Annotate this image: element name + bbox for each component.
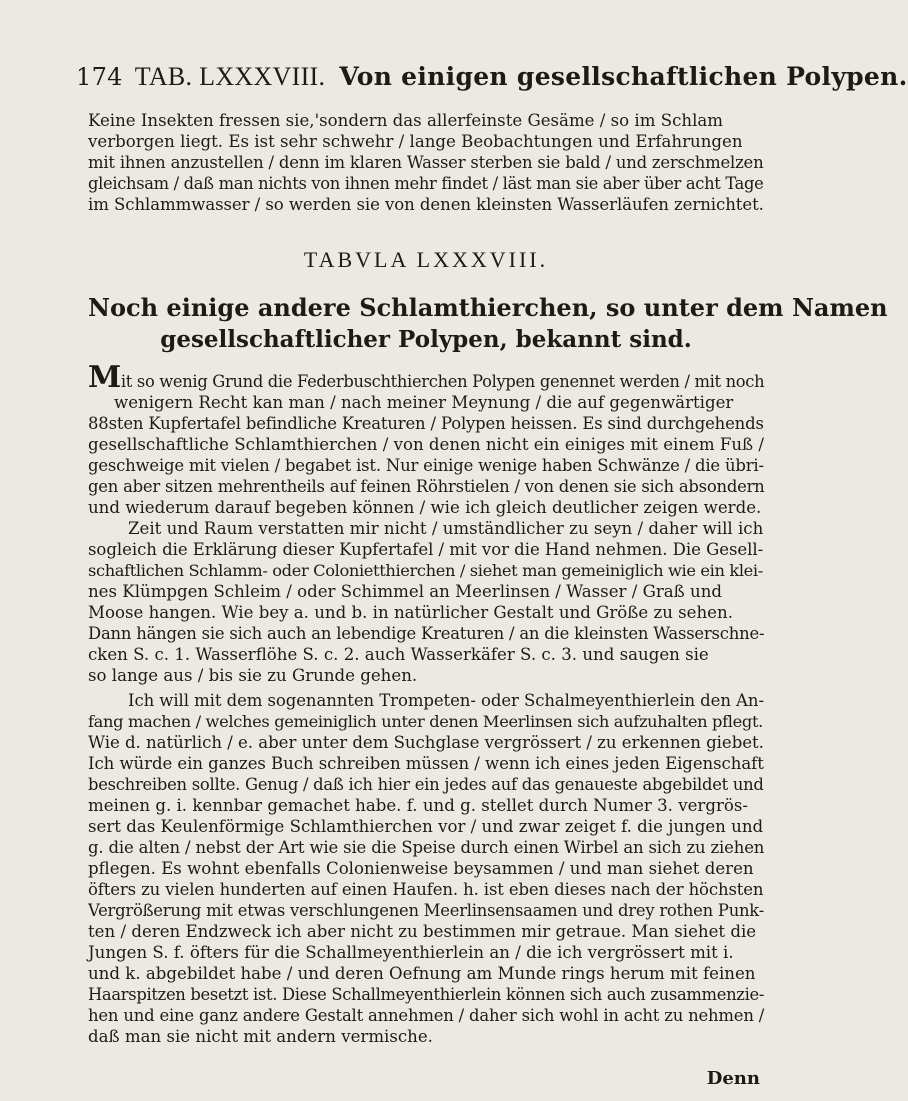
- text-line: Vergrößerung mit etwas verschlungenen Meerlinsensaamen und drey rothen Punk-: [88, 901, 764, 920]
- text-line: verborgen liegt. Es ist sehr schwehr / lange Beobachtungen und Erfahrungen: [88, 132, 743, 151]
- paragraph-2: [88, 690, 764, 1047]
- text-line: Wie d. natürlich / e. aber unter dem Suchglase vergrössert / zu erkennen giebet.: [88, 733, 764, 752]
- chapter-subtitle: gesellschaftlicher Polypen, bekannt sind.: [160, 326, 692, 353]
- text-line: schaftlichen Schlamm- oder Colonietthierchen / siehet man gemeiniglich wie ein klei-: [88, 561, 763, 580]
- text-line: gesellschaftliche Schlamthierchen / von denen nicht ein einiges mit einem Fuß /: [88, 435, 764, 454]
- text-line: pflegen. Es wohnt ebenfalls Colonienweise beysammen / und man siehet deren: [88, 859, 754, 878]
- drop-capital: M: [88, 360, 121, 395]
- text-line: hen und eine ganz andere Gestalt annehmen / daher sich wohl in acht zu nehmen /: [88, 1006, 765, 1025]
- text-line: so lange aus / bis sie zu Grunde gehen.: [88, 666, 418, 685]
- text-line: und k. abgebildet habe / und deren Oefnung am Munde rings herum mit feinen: [88, 964, 756, 983]
- text-line: Moose hangen. Wie bey a. und b. in natürlicher Gestalt und Größe zu sehen.: [88, 603, 733, 622]
- catchword: Denn: [706, 1068, 760, 1089]
- text-line: gen aber sitzen mehrentheils auf feinen Röhrstielen / von denen sie sich absondern: [88, 477, 765, 496]
- text-line: geschweige mit vielen / begabet ist. Nur einige wenige haben Schwänze / die übri-: [88, 456, 764, 475]
- text-line: [88, 360, 765, 395]
- page-number: 174: [76, 63, 123, 91]
- text-line: Jungen S. f. öfters für die Schallmeyenthierlein an / die ich vergrössert mit i.: [88, 943, 734, 962]
- text-line: nes Klümpgen Schleim / oder Schimmel an Meerlinsen / Wasser / Graß und: [88, 582, 723, 601]
- text-line: Zeit und Raum verstatten mir nicht / umständlicher zu seyn / daher will ich: [128, 519, 764, 538]
- plate-reference: TAB. LXXXVIII.: [134, 62, 326, 91]
- text-line: meinen g. i. kennbar gemachet habe. f. und g. stellet durch Numer 3. vergrös-: [88, 796, 749, 815]
- running-head: [76, 62, 908, 92]
- text-line: cken S. c. 1. Wasserflöhe S. c. 2. auch Wasserkäfer S. c. 3. und saugen sie: [88, 645, 709, 664]
- text-line: Ich würde ein ganzes Buch schreiben müssen / wenn ich eines jeden Eigenschaft: [88, 754, 764, 773]
- text-line: fang machen / welches gemeiniglich unter denen Meerlinsen sich aufzuhalten pflegt.: [88, 712, 764, 731]
- text-line: Ich will mit dem sogenannten Trompeten- oder Schalmeyenthierlein den An-: [128, 691, 764, 710]
- text-line: 88sten Kupfertafel befindliche Kreaturen / Polypen heissen. Es sind durchgehends: [88, 414, 764, 433]
- plate-heading: TABVLA LXXXVIII.: [303, 247, 549, 272]
- text-line: gleichsam / daß man nichts von ihnen mehr findet / läst man sie aber über acht Tage: [88, 174, 764, 193]
- text-line: mit ihnen anzustellen / denn im klaren Wasser sterben sie bald / und zerschmelzen: [88, 153, 764, 172]
- text-line: Haarspitzen besetzt ist. Diese Schallmeyenthierlein können sich auch zusammenzie-: [88, 985, 765, 1004]
- text-line: ten / deren Endzweck ich aber nicht zu bestimmen mir getraue. Man siehet die: [88, 922, 757, 941]
- intro-paragraph: [88, 110, 764, 215]
- text-line: öfters zu vielen hunderten auf einen Haufen. h. ist eben dieses nach der höchsten: [88, 880, 764, 899]
- chapter-title: Noch einige andere Schlamthierchen, so unter dem Namen: [88, 293, 888, 322]
- text-line: sert das Keulenförmige Schlamthierchen vor / und zwar zeiget f. die jungen und: [88, 817, 764, 836]
- text-line: sogleich die Erklärung dieser Kupfertafel / mit vor die Hand nehmen. Die Gesell-: [88, 540, 764, 559]
- text-line: und wiederum darauf begeben können / wie ich gleich deutlicher zeigen werde.: [88, 498, 762, 517]
- text-line: Keine Insekten fressen sie,'sondern das allerfeinste Gesäme / so im Schlam: [88, 111, 724, 130]
- text-line: Dann hängen sie sich auch an lebendige Kreaturen / an die kleinsten Wasserschne-: [88, 624, 765, 643]
- paragraph-1: [88, 360, 765, 686]
- text-line: wenigern Recht kan man / nach meiner Meynung / die auf gegenwärtiger: [114, 393, 734, 412]
- text-line: g. die alten / nebst der Art wie sie die Speise durch einen Wirbel an sich zu ziehen: [88, 838, 765, 857]
- text-line: beschreiben sollte. Genug / daß ich hier ein jedes auf das genaueste abgebildet und: [88, 775, 764, 794]
- running-title: Von einigen gesellschaftlichen Polypen.: [339, 62, 908, 91]
- text-line: im Schlammwasser / so werden sie von denen kleinsten Wasserläufen zernichtet.: [88, 195, 764, 214]
- text-line: daß man sie nicht mit andern vermische.: [88, 1027, 433, 1046]
- text-line-rest: it so wenig Grund die Federbuschthierchen Polypen genennet werden / mit noch: [120, 372, 765, 391]
